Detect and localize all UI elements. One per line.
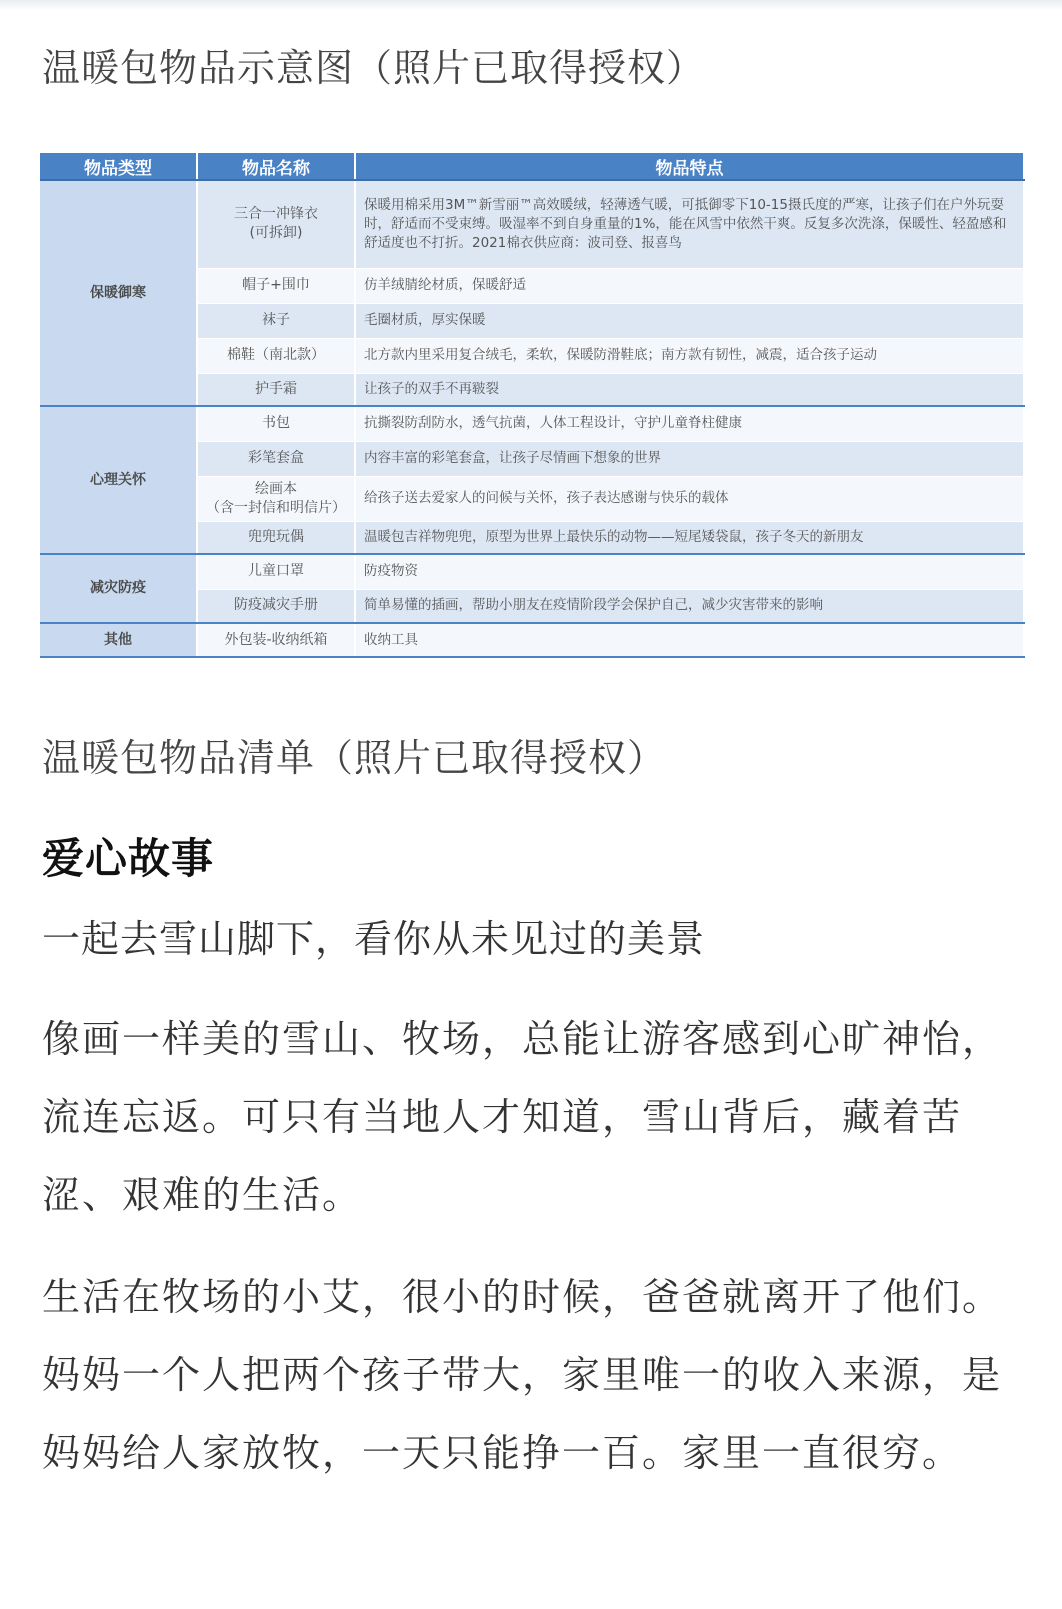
item-name-cell: 儿童口罩 xyxy=(197,554,355,589)
item-feature-cell: 北方款内里采用复合绒毛，柔软，保暖防滑鞋底；南方款有韧性，减震，适合孩子运动 xyxy=(355,338,1024,373)
item-name-cell: 三合一冲锋衣 (可拆卸) xyxy=(197,180,355,268)
item-name-cell: 绘画本 （含一封信和明信片） xyxy=(197,476,355,521)
table-row xyxy=(40,554,1024,589)
header-name: 物品名称 xyxy=(197,153,355,180)
table-row xyxy=(40,623,1024,657)
table-row xyxy=(40,406,1024,441)
item-feature-cell: 内容丰富的彩笔套盒，让孩子尽情画下想象的世界 xyxy=(355,441,1024,476)
item-feature-cell: 仿羊绒腈纶材质，保暖舒适 xyxy=(355,268,1024,303)
item-name-cell: 彩笔套盒 xyxy=(197,441,355,476)
header-type: 物品类型 xyxy=(40,153,197,180)
story-subtitle: 一起去雪山脚下，看你从未见过的美景 xyxy=(42,917,706,961)
item-name-cell: 护手霜 xyxy=(197,373,355,406)
story-paragraph: 生活在牧场的小艾，很小的时候，爸爸就离开了他们。妈妈一个人把两个孩子带大，家里唯一的收入来源，是妈妈给人家放牧，一天只能挣一百。家里一直很穷。 xyxy=(42,1275,1003,1475)
item-name-cell: 帽子+围巾 xyxy=(197,268,355,303)
table-header-row xyxy=(40,153,1024,180)
item-type-cell: 其他 xyxy=(40,623,197,657)
item-feature-cell: 保暖用棉采用3M™新雪丽™高效暖绒，轻薄透气暖，可抵御零下10-15摄氏度的严寒，让孩子们在户外玩耍时，舒适而不受束缚。吸湿率不到自身重量的1%，能在风雪中依然干爽。反复多次洗涤，保暖性、轻盈感和舒适度也不打折。2021棉衣供应商：波司登、报喜鸟 xyxy=(355,180,1024,268)
item-name-cell: 防疫减灾手册 xyxy=(197,589,355,623)
item-type-cell: 减灾防疫 xyxy=(40,554,197,623)
item-name-cell: 兜兜玩偶 xyxy=(197,521,355,554)
item-name-cell: 袜子 xyxy=(197,303,355,338)
list-caption: 温暖包物品清单（照片已取得授权） xyxy=(42,736,667,780)
item-feature-cell: 毛圈材质，厚实保暖 xyxy=(355,303,1024,338)
item-name-cell: 棉鞋（南北款） xyxy=(197,338,355,373)
item-feature-cell: 抗撕裂防刮防水，透气抗菌，人体工程设计，守护儿童脊柱健康 xyxy=(355,406,1024,441)
item-feature-cell: 收纳工具 xyxy=(355,623,1024,657)
story-paragraph: 像画一样美的雪山、牧场，总能让游客感到心旷神怡，流连忘返。可只有当地人才知道，雪山背后，藏着苦涩、艰难的生活。 xyxy=(42,1017,1003,1217)
illustration-caption: 温暖包物品示意图（照片已取得授权） xyxy=(42,46,706,90)
item-feature-cell: 温暖包吉祥物兜兜，原型为世界上最快乐的动物——短尾矮袋鼠，孩子冬天的新朋友 xyxy=(355,521,1024,554)
item-feature-cell: 简单易懂的插画，帮助小朋友在疫情阶段学会保护自己，减少灾害带来的影响 xyxy=(355,589,1024,623)
table-body xyxy=(40,180,1024,657)
items-table xyxy=(40,153,1025,658)
item-name-cell: 外包装-收纳纸箱 xyxy=(197,623,355,657)
item-name-cell: 书包 xyxy=(197,406,355,441)
table-row xyxy=(40,180,1024,268)
top-shadow xyxy=(0,0,1062,10)
item-feature-cell: 让孩子的双手不再皲裂 xyxy=(355,373,1024,406)
item-feature-cell: 给孩子送去爱家人的问候与关怀，孩子表达感谢与快乐的载体 xyxy=(355,476,1024,521)
header-feature: 物品特点 xyxy=(355,153,1024,180)
section-heading: 爱心故事 xyxy=(42,834,215,883)
item-feature-cell: 防疫物资 xyxy=(355,554,1024,589)
item-type-cell: 保暖御寒 xyxy=(40,180,197,406)
items-table-image xyxy=(40,153,1024,658)
item-type-cell: 心理关怀 xyxy=(40,406,197,554)
